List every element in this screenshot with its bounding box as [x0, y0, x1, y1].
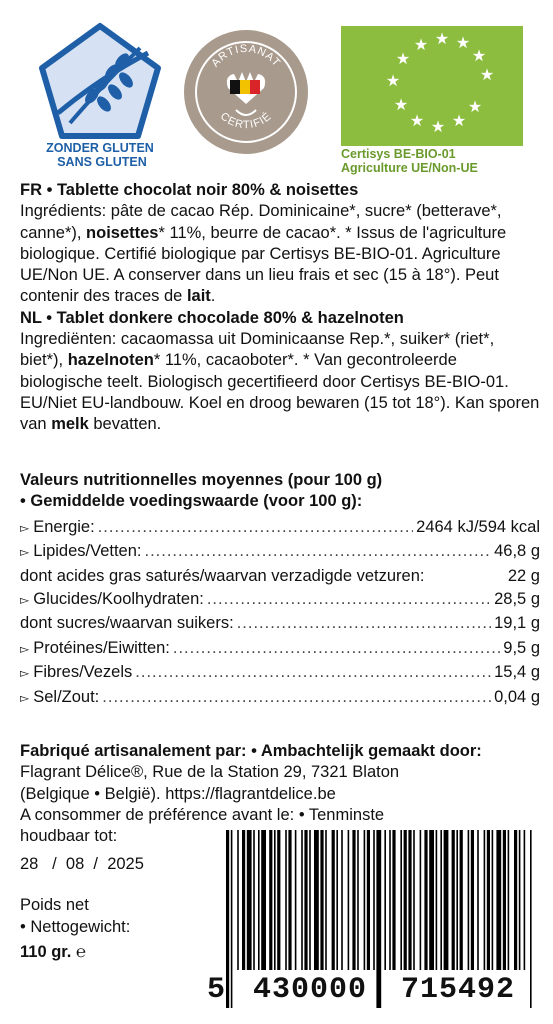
barcode-bar [332, 830, 335, 970]
fr-title: FR • Tablette chocolat noir 80% & noisettes [20, 181, 359, 199]
svg-text:★: ★ [451, 111, 467, 130]
svg-text:★: ★ [413, 35, 429, 54]
nl-nut-allergen: hazelnoten [67, 351, 154, 370]
barcode-bar [477, 830, 479, 970]
svg-text:★: ★ [409, 111, 425, 130]
barcode-bar [429, 830, 434, 970]
nutrient-label: dont acides gras saturés/waarvan verzadigde vetzuren: [20, 566, 425, 585]
eu-organic-logo [341, 26, 523, 146]
barcode-bar [492, 830, 494, 970]
fr-ing-text2: * 11%, beurre de cacao*. * Issus de l'agriculture biologique. Certifié biologique par Certisys BE-BIO-01. Agriculture UE/Non UE. A conserver dans un lieu frais et sec (15 à 18°). Peut contenir des traces de [20, 223, 507, 306]
barcode-digits [207, 973, 537, 1007]
nutrient-value: 19,1 g [494, 614, 540, 633]
barcode-bar [237, 830, 239, 970]
barcode-bar [452, 830, 455, 970]
barcode-bar [444, 830, 449, 970]
nutrient-value: 0,04 g [494, 687, 540, 706]
barcode-bar [404, 830, 407, 970]
barcode-bar [436, 830, 438, 970]
e-mark-icon: ℮ [75, 943, 86, 961]
nl-ingredients [20, 329, 540, 435]
svg-text:★: ★ [455, 33, 471, 52]
barcode-bar [487, 830, 490, 970]
barcode-bar [314, 830, 319, 970]
barcode-bar [508, 830, 510, 970]
svg-text:★: ★ [385, 71, 401, 90]
bio-caption [341, 147, 478, 175]
nutrient-label: Energie: [33, 517, 95, 536]
barcode-bar [503, 830, 506, 970]
nutrition-row-carbs [20, 589, 540, 614]
barcode-digits-left: 430000 [252, 973, 368, 1007]
barcode-bar [274, 830, 276, 970]
artisanat-certifie-logo [178, 20, 313, 160]
barcode-bar [514, 830, 517, 970]
nl-end: bevatten. [88, 415, 162, 434]
nutrition-table [20, 470, 540, 711]
weight-value: 110 gr. [20, 943, 72, 961]
barcode-bar [288, 830, 291, 970]
barcode-bar [253, 830, 255, 970]
nutrient-value: 46,8 g [494, 542, 540, 561]
best-before-date [20, 855, 144, 874]
fr-milk-allergen: lait [186, 287, 211, 306]
nutrient-value: 15,4 g [494, 663, 540, 682]
nutrition-row-fat [20, 541, 540, 566]
nutrition-row-salt [20, 687, 540, 712]
barcode-bar [309, 830, 311, 970]
svg-text:★: ★ [430, 117, 446, 136]
barcode-bar [420, 830, 422, 970]
barcode-bar [348, 830, 350, 970]
maker-heading: Fabriqué artisanalement par: • Ambachtelijk gemaakt door: [20, 742, 482, 760]
nutrition-title-fr: Valeurs nutritionnelles moyennes (pour 100 g) [20, 471, 383, 489]
gluten-logo-line2: SANS GLUTEN [57, 155, 147, 168]
fr-end: . [210, 287, 216, 306]
date-sep: / [93, 855, 99, 873]
barcode-digits-right: 715492 [400, 973, 516, 1007]
barcode-bar [295, 830, 297, 970]
eu-organic-leaf-icon [341, 26, 523, 146]
date-year: 2025 [107, 855, 144, 873]
barcode-bar [304, 830, 307, 970]
svg-text:★: ★ [395, 49, 411, 68]
triangle-icon: ▻ [20, 666, 30, 681]
triangle-icon: ▻ [20, 545, 30, 560]
nutrient-label: Glucides/Koolhydraten: [33, 589, 204, 608]
fr-nut-allergen: noisettes [86, 223, 159, 242]
barcode-bar [471, 830, 474, 970]
crossed-grain-icon [42, 26, 158, 136]
svg-text:★: ★ [471, 46, 487, 65]
triangle-icon: ▻ [20, 592, 30, 607]
nutrient-label: Lipides/Vetten: [33, 542, 142, 561]
gluten-logo-line1: ZONDER GLUTEN [46, 141, 154, 155]
nutrition-row-sugars [20, 613, 540, 638]
best-before-label: A consommer de préférence avant le: • Tenminste [20, 805, 385, 824]
nutrient-label: Sel/Zout: [33, 687, 100, 706]
barcode-bar [242, 830, 245, 970]
barcode-bar [389, 830, 391, 970]
nutrient-label: Protéines/Eiwitten: [33, 638, 170, 657]
date-day: 28 [20, 855, 39, 873]
barcode-bar [258, 830, 260, 970]
barcode-bar [336, 830, 338, 970]
nutrient-value: 2464 kJ/594 kcal [416, 517, 540, 536]
barcode-bar [392, 830, 395, 970]
nutrition-row-protein [20, 638, 540, 663]
barcode-bar [285, 830, 287, 970]
maker-address: Flagrant Délice®, Rue de la Station 29, 7321 Blaton [20, 763, 400, 782]
date-sep: / [52, 855, 57, 873]
nutrient-label: Fibres/Vezels [33, 663, 133, 682]
barcode-bar [341, 830, 343, 970]
best-before-label-nl: houdbaar tot: [20, 827, 118, 846]
nutrition-row-saturates [20, 566, 540, 589]
barcode-bar [456, 830, 458, 970]
svg-text:★: ★ [434, 29, 450, 48]
nl-ing-text: Ingrediënten: cacaomassa uit Dominicaanse Rep.*, suiker* (riet*, biet*), [20, 330, 495, 370]
barcode-bar [384, 830, 386, 970]
triangle-icon: ▻ [20, 641, 30, 656]
nl-milk-allergen: melk [51, 415, 89, 434]
bio-caption-line2: Agriculture UE/Non-UE [341, 161, 478, 175]
barcode-bar [413, 830, 415, 970]
barcode-bar [357, 830, 359, 970]
nutrition-row-fibre [20, 662, 540, 687]
nl-title: NL • Tablet donkere chocolade 80% & hazelnoten [20, 308, 404, 327]
svg-text:★: ★ [393, 95, 409, 114]
fr-ing-text: Ingrédients: pâte de cacao Rép. Dominicaine*, sucre* (betterave*, canne*), [20, 202, 502, 242]
triangle-icon: ▻ [20, 520, 30, 535]
nutrient-value: 22 g [507, 566, 540, 585]
svg-text:★: ★ [479, 65, 495, 84]
barcode-bar [519, 830, 521, 970]
barcode-bar [301, 830, 303, 970]
barcode-bar [484, 830, 486, 970]
barcode-bar [460, 830, 463, 970]
barcode-bar [325, 830, 327, 970]
date-month: 08 [65, 855, 85, 873]
barcode-bar [408, 830, 411, 970]
certifie-text: CERTIFIÉ [217, 110, 275, 132]
barcode-bar [277, 830, 280, 970]
nutrition-row-energy [20, 517, 540, 542]
artisanat-text: ARTISANAT [209, 42, 283, 70]
weight-label-nl: • Nettogewicht: [20, 917, 131, 936]
barcode-bar [367, 830, 370, 970]
nutrient-value: 9,5 g [503, 638, 540, 657]
maker-country-url: (Belgique • België). https://flagrantdelice.be [20, 784, 336, 803]
bio-caption-line1: Certisys BE-BIO-01 [341, 147, 456, 161]
nutrition-title-nl: • Gemiddelde voedingswaarde (voor 100 g): [20, 492, 363, 511]
barcode-bar [261, 830, 266, 970]
svg-text:★: ★ [467, 97, 483, 116]
barcode-bar [440, 830, 442, 970]
barcode-bar [247, 830, 252, 970]
barcode-bar [364, 830, 366, 970]
net-weight [20, 895, 130, 964]
barcode-bar [352, 830, 355, 970]
weight-label-fr: Poids net [20, 896, 89, 914]
nutrient-value: 28,5 g [494, 589, 540, 608]
fr-ingredients [20, 201, 540, 307]
barcode-bar [269, 830, 272, 970]
barcode-bar [468, 830, 470, 970]
barcode-bar [400, 830, 402, 970]
barcode-digit-first: 5 [207, 973, 227, 1007]
gluten-free-logo [30, 18, 170, 168]
barcode-bar [496, 830, 501, 970]
nl-ing-text2: * 11%, cacaoboter*. * Van gecontroleerde biologische teelt. Biologisch gecertifieerd door Certisys BE-BIO-01. EU/Niet EU-landbouw. Koel en droog bewaren (15 tot 18°). Kan sporen van [20, 351, 540, 434]
barcode-bar [373, 830, 375, 970]
triangle-icon: ▻ [20, 690, 30, 705]
barcode-bar [424, 830, 427, 970]
ingredients-section [20, 180, 540, 436]
nutrient-label: dont sucres/waarvan suikers: [20, 614, 234, 633]
barcode-bar [524, 830, 526, 970]
barcode-bar [320, 830, 323, 970]
